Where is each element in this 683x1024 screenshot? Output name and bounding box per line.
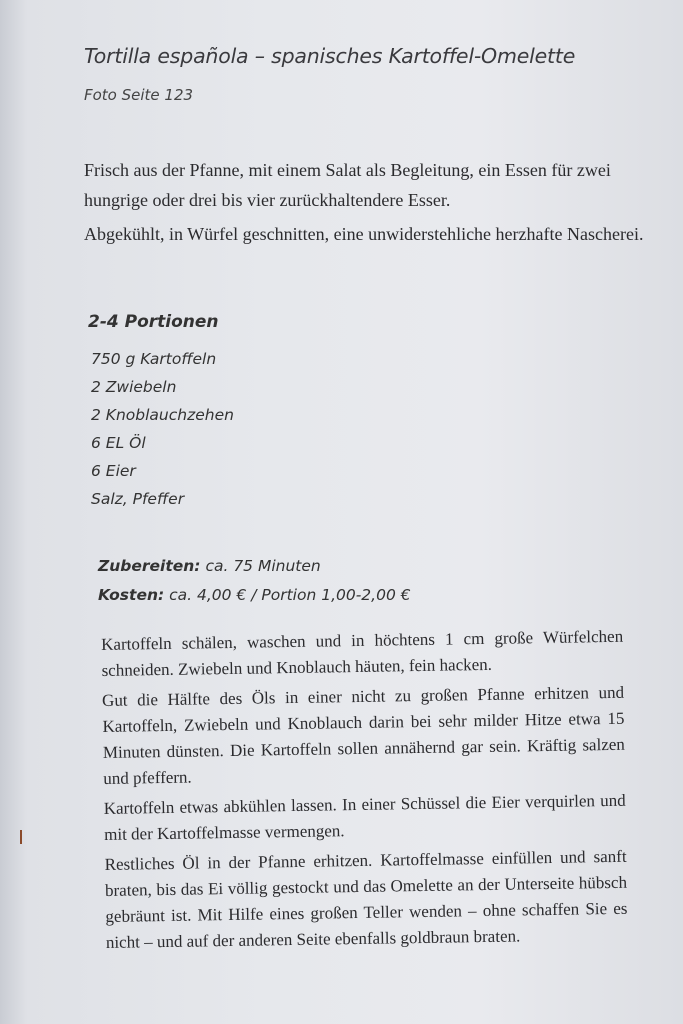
- ingredient-item: Salz, Pfeffer: [91, 490, 185, 508]
- ingredient-item: 6 EL Öl: [91, 434, 146, 452]
- cost-label: Kosten:: [98, 586, 165, 604]
- intro-paragraph: Frisch aus der Pfanne, mit einem Salat als Begleitung, ein Essen für zwei hungrige oder drei bis vier zurückhaltendere Esser.: [84, 160, 611, 210]
- intro-paragraph: Abgekühlt, in Würfel geschnitten, eine unwiderstehliche herzhafte Nascherei.: [84, 224, 644, 244]
- cost: [98, 581, 411, 610]
- prep-label: Zubereiten:: [98, 557, 201, 575]
- ingredient-item: 2 Knoblauchzehen: [91, 406, 234, 424]
- instruction-step: Restliches Öl in der Pfanne erhitzen. Kartoffelmasse einfüllen und sanft braten, bis das Ei völlig gestockt und das Omelette an der Unterseite hübsch gebräunt ist. Mit Hilfe eines großen Teller wenden – ohne schaffen Sie es nicht – und auf der anderen Seite ebenfalls goldbraun braten.: [104, 846, 628, 952]
- recipe-title: Tortilla española – spanisches Kartoffel-Omelette: [84, 44, 576, 68]
- ingredient-list: [91, 345, 234, 513]
- ingredient-item: 2 Zwiebeln: [91, 378, 177, 396]
- ingredient-item: 750 g Kartoffeln: [91, 350, 217, 368]
- ingredient-item: 6 Eier: [91, 462, 136, 480]
- page-mark: [20, 830, 22, 844]
- instruction-step: Kartoffeln schälen, waschen und in höchtens 1 cm große Würfelchen schneiden. Zwiebeln und Knoblauch häuten, fein hacken.: [101, 626, 624, 680]
- intro-text: [84, 155, 644, 253]
- prep-time: [98, 552, 411, 581]
- portions-heading: 2-4 Portionen: [88, 312, 219, 332]
- instruction-step: Gut die Hälfte des Öls in einer nicht zu großen Pfanne erhitzen und Kartoffeln, Zwiebeln und Knoblauch darin bei sehr milder Hitze etwa 15 Minuten dünsten. Die Kartoffeln sollen annähernd gar sein. Kräftig salzen und pfeffern.: [101, 682, 625, 788]
- recipe-meta: [98, 552, 411, 610]
- photo-reference: Foto Seite 123: [84, 86, 194, 104]
- instruction-step: Kartoffeln etwas abkühlen lassen. In einer Schüssel die Eier verquirlen und mit der Kartoffelmasse vermengen.: [103, 790, 626, 844]
- cost-value: ca. 4,00 € / Portion 1,00-2,00 €: [164, 586, 411, 604]
- instructions: [101, 624, 628, 960]
- prep-value: ca. 75 Minuten: [200, 557, 321, 575]
